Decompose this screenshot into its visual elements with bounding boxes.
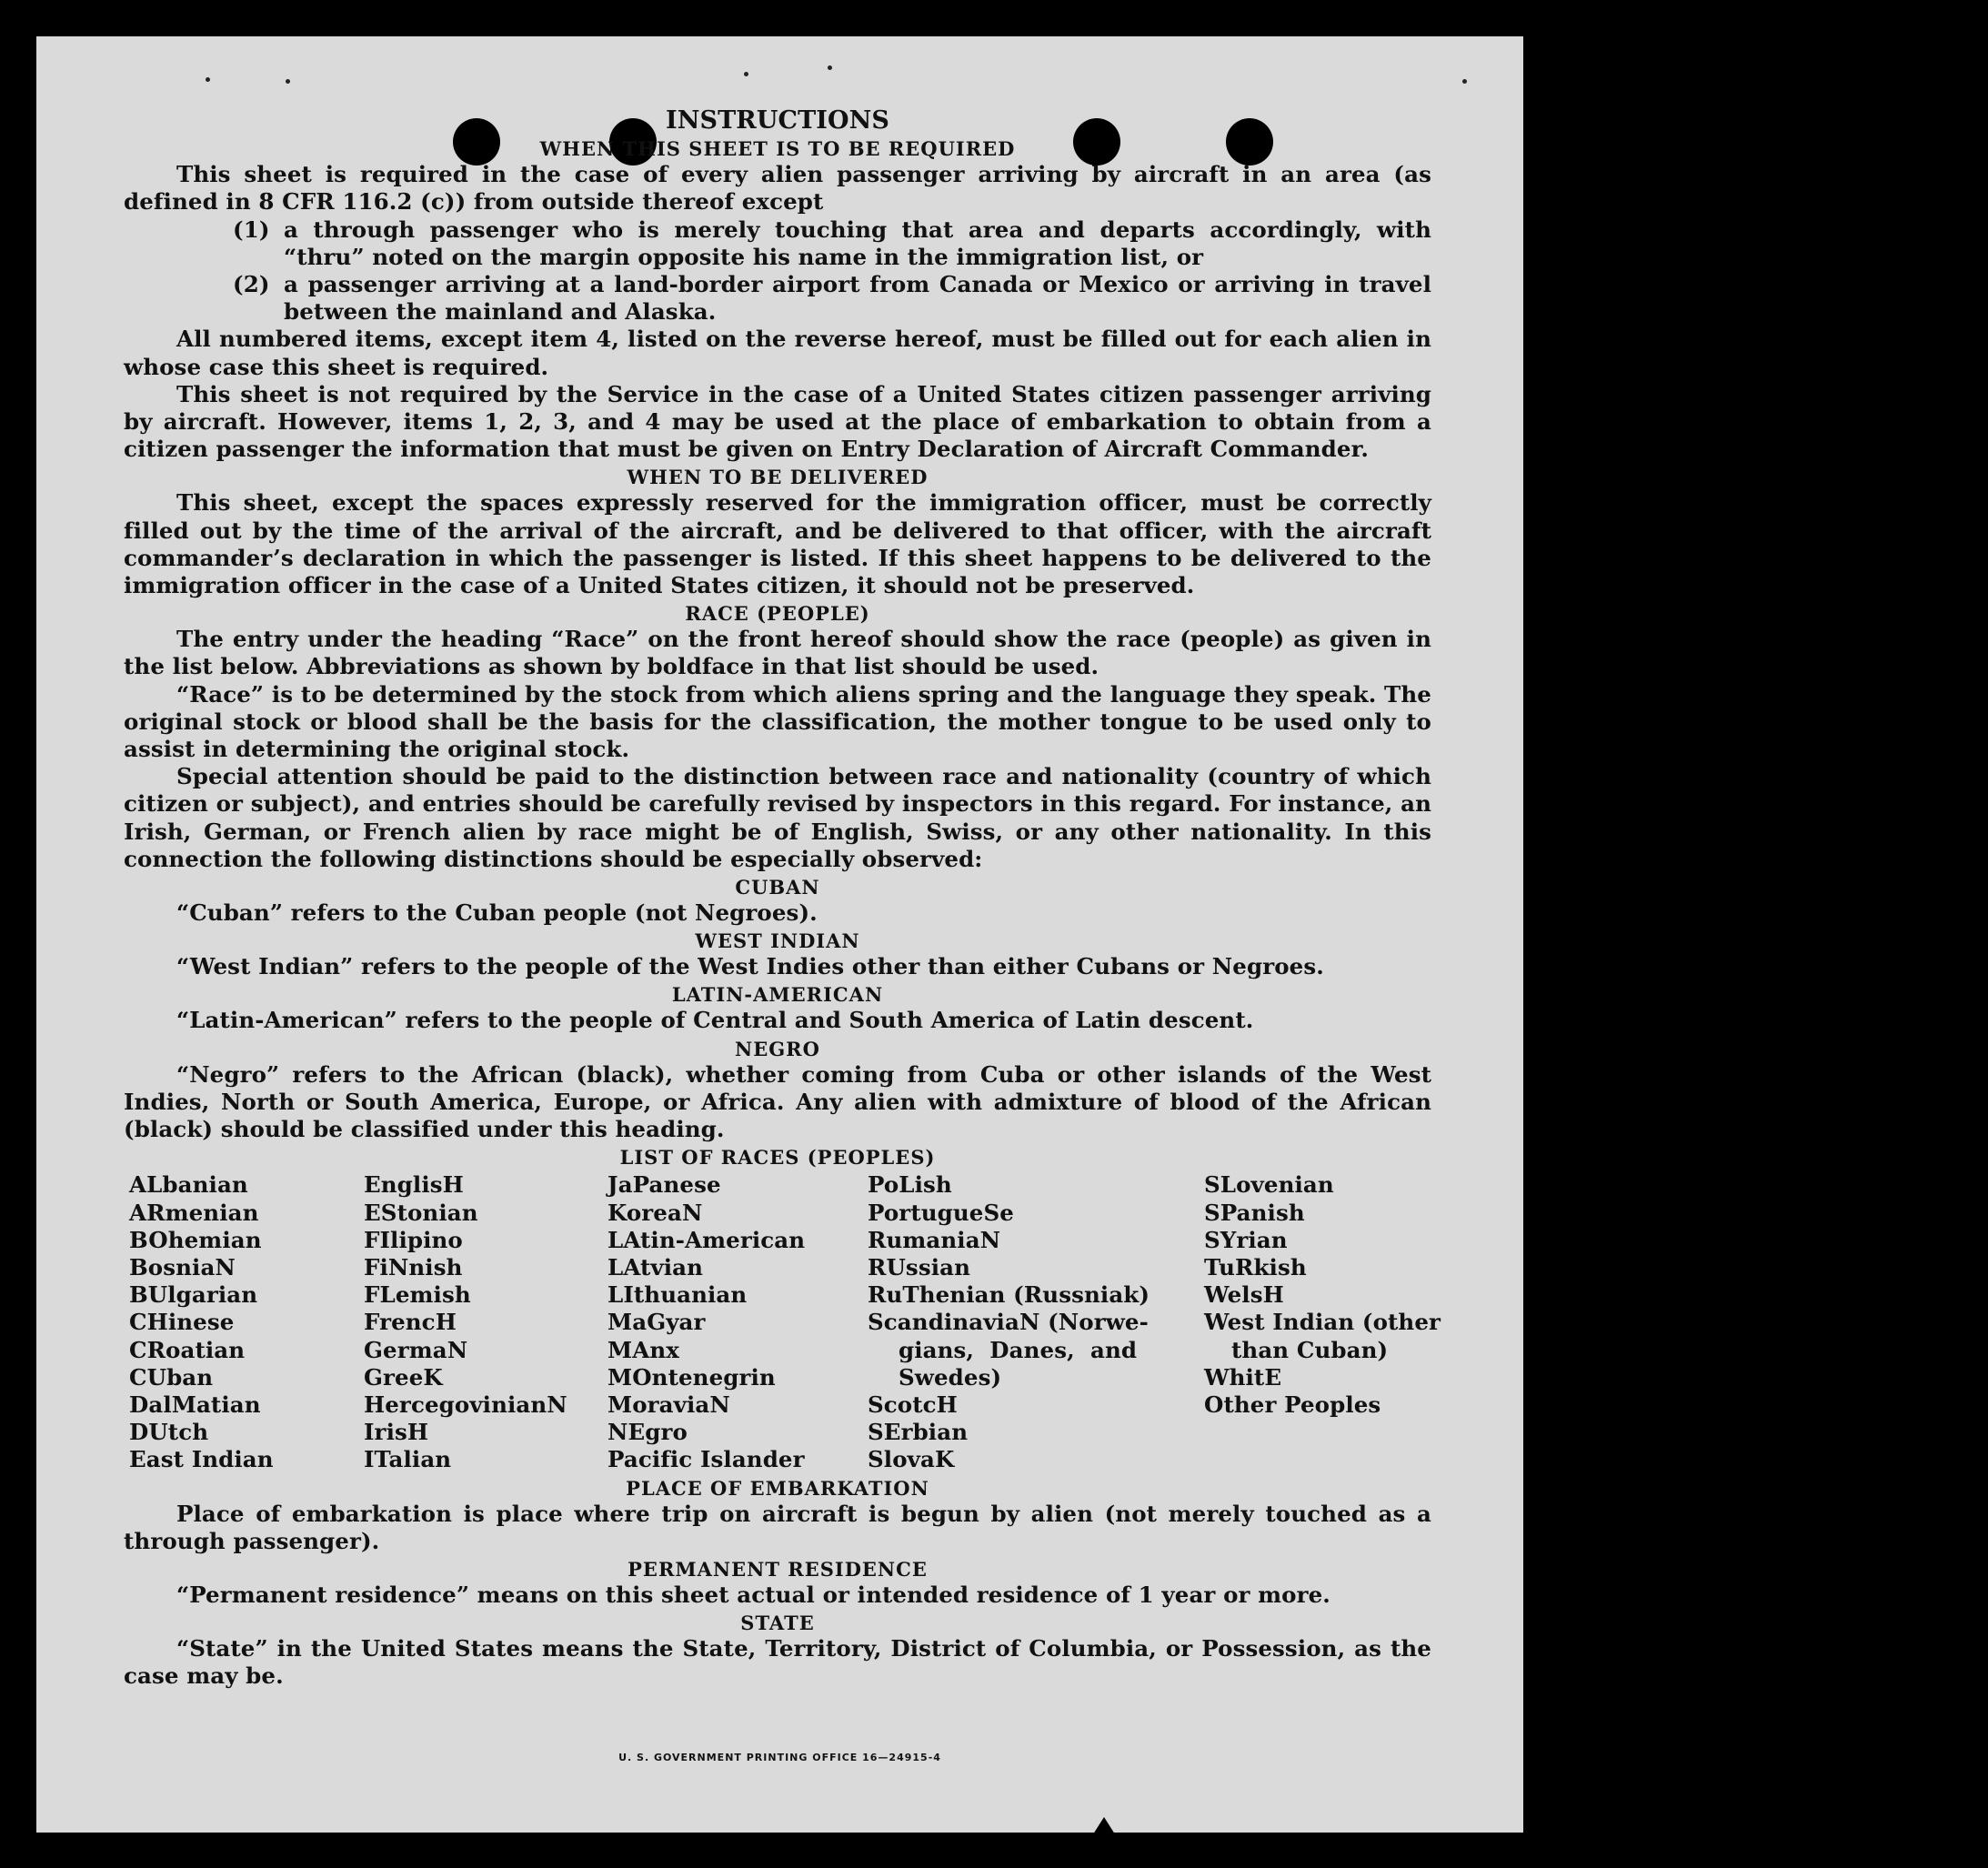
race-item: GreeK bbox=[364, 1363, 443, 1391]
speck bbox=[206, 77, 210, 82]
race-item: SYrian bbox=[1204, 1226, 1288, 1253]
race-item: ARmenian bbox=[129, 1199, 259, 1226]
paragraph: The entry under the heading “Race” on the front hereof should show the race (people) as given in the list below. Abbreviations as shown by boldface in that list should be used. bbox=[124, 626, 1431, 680]
race-item: FiNnish bbox=[364, 1253, 463, 1280]
race-item: than Cuban) bbox=[1231, 1336, 1389, 1363]
paragraph: This sheet is not required by the Service in the case of a United States citizen passenger arriving by aircraft. However, items 1, 2, 3, and 4 may be used at the place of embarkation to obtain from a citizen passenger the information that must be given on Entry Declaration of Aircraft Commander. bbox=[124, 380, 1431, 463]
race-item: DUtch bbox=[129, 1419, 209, 1446]
race-list bbox=[129, 1171, 1441, 1473]
section-heading: NEGRO bbox=[735, 1037, 820, 1060]
race-item: RuThenian (Russniak) bbox=[868, 1281, 1150, 1309]
paragraph: “Race” is to be determined by the stock from which aliens spring and the language they speak. The original stock or blood shall be the basis for the classification, the mother tongue to be used only to assist in determining the original stock. bbox=[124, 680, 1431, 763]
race-item: East Indian bbox=[129, 1446, 274, 1473]
paragraph: “Negro” refers to the African (black), whether coming from Cuba or other islands of the West Indies, North or South America, Europe, or Africa. Any alien with admixture of blood of the African (black) should be classified under this heading. bbox=[124, 1060, 1431, 1143]
race-item: WhitE bbox=[1204, 1363, 1282, 1391]
race-item: GermaN bbox=[364, 1336, 468, 1363]
race-item: SLovenian bbox=[1204, 1171, 1334, 1199]
section-heading: PLACE OF EMBARKATION bbox=[626, 1476, 929, 1500]
race-item: PortugueSe bbox=[868, 1199, 1014, 1226]
page-title: INSTRUCTIONS bbox=[666, 106, 889, 135]
race-item: MAnx bbox=[607, 1336, 679, 1363]
race-item: FIlipino bbox=[364, 1226, 463, 1253]
page-notch bbox=[1091, 1817, 1117, 1837]
paragraph: This sheet is required in the case of every alien passenger arriving by aircraft in an area (as defined in 8 CFR 116.2 (c)) from outside thereof except bbox=[124, 161, 1431, 216]
race-item: ALbanian bbox=[129, 1171, 248, 1199]
document-page bbox=[36, 36, 1523, 1833]
numbered-item bbox=[233, 216, 1431, 271]
section-heading: WEST INDIAN bbox=[695, 929, 860, 953]
section-heading: WHEN TO BE DELIVERED bbox=[627, 466, 929, 489]
race-column bbox=[1204, 1171, 1441, 1473]
race-item: West Indian (other bbox=[1204, 1309, 1441, 1336]
paragraph: “West Indian” refers to the people of the West Indies other than either Cubans or Negroes. bbox=[176, 953, 1324, 980]
section-heading: PERMANENT RESIDENCE bbox=[628, 1557, 928, 1581]
paragraph: “State” in the United States means the State, Territory, District of Columbia, or Possession, as the case may be. bbox=[124, 1635, 1431, 1690]
race-item: FLemish bbox=[364, 1281, 471, 1309]
race-item: IrisH bbox=[364, 1419, 429, 1446]
race-item: LIthuanian bbox=[607, 1281, 748, 1309]
instructions-content bbox=[124, 106, 1441, 1691]
section-heading: RACE (PEOPLE) bbox=[685, 602, 870, 626]
section-heading: STATE bbox=[740, 1612, 815, 1635]
race-item: SPanish bbox=[1204, 1199, 1305, 1226]
race-item: DalMatian bbox=[129, 1391, 261, 1418]
race-item: TuRkish bbox=[1204, 1253, 1307, 1280]
race-item: CRoatian bbox=[129, 1336, 246, 1363]
race-item: BUlgarian bbox=[129, 1281, 258, 1309]
race-item: SErbian bbox=[868, 1419, 969, 1446]
race-item: KoreaN bbox=[607, 1199, 703, 1226]
race-item: NEgro bbox=[607, 1419, 688, 1446]
item-number: (1) bbox=[233, 216, 270, 243]
race-item: CHinese bbox=[129, 1309, 235, 1336]
race-column bbox=[364, 1171, 607, 1473]
race-item: BosniaN bbox=[129, 1253, 236, 1280]
section-heading: LATIN-AMERICAN bbox=[671, 983, 884, 1007]
race-item: Swedes) bbox=[899, 1363, 1002, 1391]
item-text: a passenger arriving at a land-border airport from Canada or Mexico or arriving in travel between the mainland and Alaska. bbox=[284, 271, 1431, 326]
paragraph: “Cuban” refers to the Cuban people (not Negroes). bbox=[176, 899, 818, 927]
race-item: RUssian bbox=[868, 1253, 971, 1280]
race-column bbox=[868, 1171, 1204, 1473]
section-heading: LIST OF RACES (PEOPLES) bbox=[619, 1146, 936, 1170]
race-item: ScotcH bbox=[868, 1391, 958, 1418]
paragraph: This sheet, except the spaces expressly reserved for the immigration officer, must be correctly filled out by the time of the arrival of the aircraft, and be delivered to that officer, with the aircraft commander’s declaration in which the passenger is listed. If this sheet happens to be delivered to the immigration officer in the case of a United States citizen, it should not be preserved. bbox=[124, 489, 1431, 599]
numbered-item bbox=[233, 271, 1431, 326]
speck bbox=[1462, 79, 1467, 84]
race-item: FrencH bbox=[364, 1309, 457, 1336]
race-item: EStonian bbox=[364, 1199, 478, 1226]
speck bbox=[828, 65, 832, 70]
race-column bbox=[129, 1171, 364, 1473]
race-item: Pacific Islander bbox=[607, 1446, 805, 1473]
race-item: MOntenegrin bbox=[607, 1363, 776, 1391]
section-heading: WHEN THIS SHEET IS TO BE REQUIRED bbox=[539, 137, 1016, 161]
race-column bbox=[607, 1171, 868, 1473]
paragraph: “Permanent residence” means on this sheet actual or intended residence of 1 year or more. bbox=[176, 1581, 1330, 1608]
race-item: RumaniaN bbox=[868, 1226, 1001, 1253]
speck bbox=[286, 79, 290, 84]
race-item: WelsH bbox=[1204, 1281, 1284, 1309]
race-item: BOhemian bbox=[129, 1226, 262, 1253]
item-number: (2) bbox=[233, 271, 270, 298]
race-item: JaPanese bbox=[607, 1171, 721, 1199]
race-item: LAtin-American bbox=[607, 1226, 806, 1253]
item-text: a through passenger who is merely touching that area and departs accordingly, with “thru” noted on the margin opposite his name in the immigration list, or bbox=[284, 216, 1431, 270]
paragraph: “Latin-American” refers to the people of Central and South America of Latin descent. bbox=[176, 1007, 1254, 1034]
race-item: EnglisH bbox=[364, 1171, 464, 1199]
printer-imprint: U. S. GOVERNMENT PRINTING OFFICE 16—24915-4 bbox=[618, 1752, 941, 1763]
race-item: CUban bbox=[129, 1363, 214, 1391]
race-item: HercegovinianN bbox=[364, 1391, 567, 1418]
paragraph: Special attention should be paid to the distinction between race and nationality (country of which citizen or subject), and entries should be carefully revised by inspectors in this regard. For instance, an Irish, German, or French alien by race might be of English, Swiss, or any other nationality. In this connection the following distinctions should be especially observed: bbox=[124, 763, 1431, 872]
race-item: SlovaK bbox=[868, 1446, 955, 1473]
speck bbox=[744, 72, 748, 76]
race-item: LAtvian bbox=[607, 1253, 704, 1280]
paragraph: Place of embarkation is place where trip on aircraft is begun by alien (not merely touched as a through passenger). bbox=[124, 1500, 1431, 1554]
race-item: MaGyar bbox=[607, 1309, 706, 1336]
race-item: MoraviaN bbox=[607, 1391, 730, 1418]
paragraph: All numbered items, except item 4, listed on the reverse hereof, must be filled out for each alien in whose case this sheet is required. bbox=[124, 326, 1431, 380]
race-item: gians, Danes, and bbox=[899, 1336, 1138, 1363]
race-item: Other Peoples bbox=[1204, 1391, 1381, 1418]
race-item: ITalian bbox=[364, 1446, 452, 1473]
race-item: ScandinaviaN (Norwe- bbox=[868, 1309, 1149, 1336]
race-item: PoLish bbox=[868, 1171, 952, 1199]
section-heading: CUBAN bbox=[735, 876, 820, 899]
